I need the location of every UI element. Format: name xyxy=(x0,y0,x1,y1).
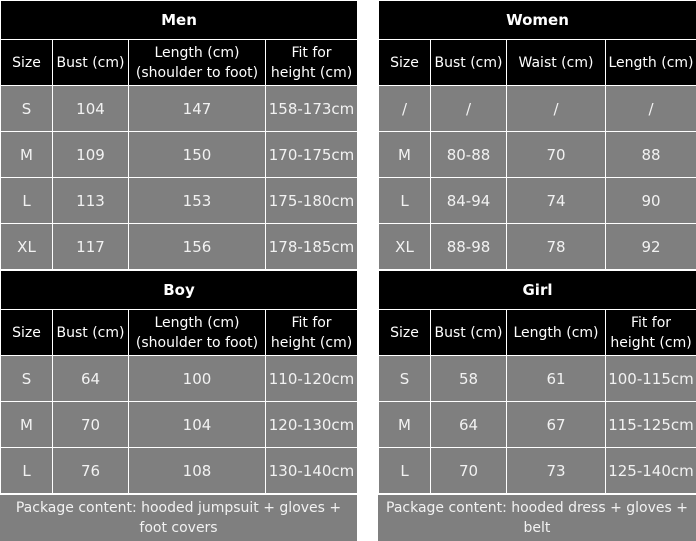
header-length: Length (cm) (shoulder to foot) xyxy=(129,310,266,356)
header-fit-height: Fit for height (cm) xyxy=(606,310,696,356)
cell-waist: / xyxy=(507,86,606,132)
header-length: Length (cm) xyxy=(606,40,696,86)
header-size: Size xyxy=(1,40,53,86)
cell-size: L xyxy=(379,178,431,224)
cell-size: L xyxy=(379,448,431,494)
boy-table-title: Boy xyxy=(1,271,358,310)
table-row xyxy=(1,132,358,178)
table-row xyxy=(1,448,358,494)
table-row xyxy=(379,402,696,448)
cell-height: 100-115cm xyxy=(606,356,696,402)
cell-height: 110-120cm xyxy=(266,356,358,402)
table-row xyxy=(379,224,696,270)
cell-size: XL xyxy=(1,224,53,270)
cell-size: / xyxy=(379,86,431,132)
header-bust: Bust (cm) xyxy=(53,40,129,86)
cell-length: 150 xyxy=(129,132,266,178)
cell-size: S xyxy=(379,356,431,402)
table-row xyxy=(379,356,696,402)
cell-size: M xyxy=(1,132,53,178)
cell-size: M xyxy=(379,402,431,448)
table-row xyxy=(1,86,358,132)
cell-waist: 74 xyxy=(507,178,606,224)
cell-length: 73 xyxy=(507,448,606,494)
cell-size: S xyxy=(1,356,53,402)
cell-length: 156 xyxy=(129,224,266,270)
cell-bust: 80-88 xyxy=(431,132,507,178)
cell-height: 175-180cm xyxy=(266,178,358,224)
cell-bust: 76 xyxy=(53,448,129,494)
men-table-title: Men xyxy=(1,1,358,40)
header-size: Size xyxy=(379,310,431,356)
table-row xyxy=(379,178,696,224)
table-row xyxy=(1,224,358,270)
cell-length: 61 xyxy=(507,356,606,402)
cell-size: M xyxy=(379,132,431,178)
women-size-table xyxy=(378,0,696,270)
cell-length: 100 xyxy=(129,356,266,402)
cell-bust: 88-98 xyxy=(431,224,507,270)
cell-size: S xyxy=(1,86,53,132)
cell-height: 125-140cm xyxy=(606,448,696,494)
cell-size: L xyxy=(1,178,53,224)
cell-waist: 78 xyxy=(507,224,606,270)
cell-bust: 58 xyxy=(431,356,507,402)
cell-height: 158-173cm xyxy=(266,86,358,132)
girl-table-title: Girl xyxy=(379,271,696,310)
cell-size: L xyxy=(1,448,53,494)
cell-length: 104 xyxy=(129,402,266,448)
cell-height: 120-130cm xyxy=(266,402,358,448)
header-size: Size xyxy=(379,40,431,86)
table-row xyxy=(1,356,358,402)
cell-height: 178-185cm xyxy=(266,224,358,270)
cell-bust: 70 xyxy=(53,402,129,448)
cell-length: 147 xyxy=(129,86,266,132)
table-row xyxy=(1,402,358,448)
header-length: Length (cm) xyxy=(507,310,606,356)
table-row xyxy=(1,178,358,224)
cell-bust: / xyxy=(431,86,507,132)
cell-length: 108 xyxy=(129,448,266,494)
cell-bust: 84-94 xyxy=(431,178,507,224)
girl-size-table xyxy=(378,270,696,494)
cell-size: XL xyxy=(379,224,431,270)
cell-length: / xyxy=(606,86,696,132)
cell-height: 130-140cm xyxy=(266,448,358,494)
cell-bust: 64 xyxy=(53,356,129,402)
cell-waist: 70 xyxy=(507,132,606,178)
cell-height: 115-125cm xyxy=(606,402,696,448)
boy-size-table xyxy=(0,270,358,494)
header-length: Length (cm) (shoulder to foot) xyxy=(129,40,266,86)
table-row xyxy=(379,86,696,132)
table-row xyxy=(379,132,696,178)
header-fit-height: Fit for height (cm) xyxy=(266,310,358,356)
cell-length: 92 xyxy=(606,224,696,270)
women-table-title: Women xyxy=(379,1,696,40)
cell-length: 67 xyxy=(507,402,606,448)
cell-bust: 104 xyxy=(53,86,129,132)
men-size-table xyxy=(0,0,358,270)
cell-bust: 70 xyxy=(431,448,507,494)
cell-bust: 109 xyxy=(53,132,129,178)
boy-package-content: Package content: hooded jumpsuit + gloves + foot covers xyxy=(0,495,357,541)
table-row xyxy=(379,448,696,494)
header-size: Size xyxy=(1,310,53,356)
cell-length: 88 xyxy=(606,132,696,178)
header-waist: Waist (cm) xyxy=(507,40,606,86)
cell-bust: 64 xyxy=(431,402,507,448)
cell-length: 90 xyxy=(606,178,696,224)
cell-bust: 117 xyxy=(53,224,129,270)
cell-height: 170-175cm xyxy=(266,132,358,178)
cell-length: 153 xyxy=(129,178,266,224)
header-fit-height: Fit for height (cm) xyxy=(266,40,358,86)
girl-package-content: Package content: hooded dress + gloves + belt xyxy=(378,495,696,541)
header-bust: Bust (cm) xyxy=(431,40,507,86)
header-bust: Bust (cm) xyxy=(431,310,507,356)
cell-bust: 113 xyxy=(53,178,129,224)
header-bust: Bust (cm) xyxy=(53,310,129,356)
cell-size: M xyxy=(1,402,53,448)
